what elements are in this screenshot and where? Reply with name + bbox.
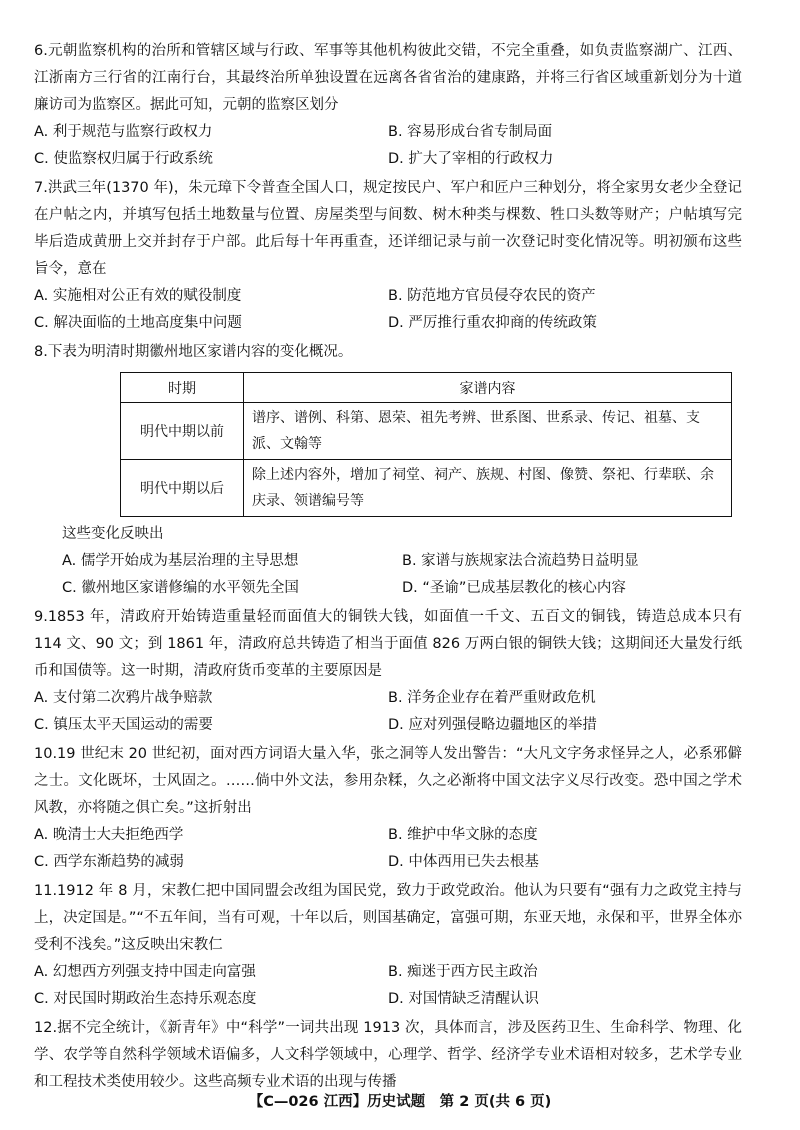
- option-a: A. 实施相对公正有效的赋役制度: [34, 288, 242, 304]
- options: [34, 822, 742, 876]
- option-c: C. 解决面临的土地高度集中问题: [34, 315, 242, 331]
- option-b: B. 家谱与族规家法合流趋势日益明显: [402, 553, 639, 569]
- option-d: D. 对国情缺乏清醒认识: [388, 991, 539, 1007]
- options: [34, 283, 742, 337]
- table-cell-period: 明代中期以后: [121, 460, 244, 517]
- table-header: 家谱内容: [244, 373, 732, 403]
- option-d: D. 中体西用已失去根基: [388, 854, 539, 870]
- option-d: D. 严厉推行重农抑商的传统政策: [388, 315, 597, 331]
- question-9: [34, 604, 742, 739]
- question-11: [34, 878, 742, 1013]
- table-cell-content: 谱序、谱例、科第、恩荣、祖先考辨、世系图、世系录、传记、祖墓、支派、文翰等: [244, 403, 732, 460]
- page-footer: 【C—026 江西】历史试题 第 2 页(共 6 页): [248, 1094, 552, 1110]
- option-a: A. 晚清士大夫拒绝西学: [34, 827, 184, 843]
- option-a: A. 利于规范与监察行政权力: [34, 124, 213, 140]
- question-stem: 10.19 世纪末 20 世纪初，面对西方词语大量入华，张之洞等人发出警告：“大凡文字务求怪异之人，必系邪僻之士。文化既坏，士风固之。……倘中外文法，参用杂糅，久之必渐将中国文法字义尽行改变。恐中国之学术风教，亦将随之俱亡矣。”这折射出: [34, 746, 742, 816]
- option-d: D. 应对列强侵略边疆地区的举措: [388, 717, 597, 733]
- question-12: [34, 1015, 742, 1096]
- option-c: C. 使监察权归属于行政系统: [34, 151, 213, 167]
- question-10: [34, 741, 742, 876]
- question-stem: 6.元朝监察机构的治所和管辖区域与行政、军事等其他机构彼此交错，不完全重叠，如负责监察湖广、江西、江浙南方三行省的江南行台，其最终治所单独设置在远离各省省治的建康路，并将三行省区域重新划分为十道廉访司为监察区。据此可知，元朝的监察区划分: [34, 43, 742, 113]
- table-header-row: [121, 373, 732, 403]
- question-stem: 8.下表为明清时期徽州地区家谱内容的变化概况。: [34, 344, 353, 360]
- option-c: C. 对民国时期政治生态持乐观态度: [34, 991, 257, 1007]
- options: [34, 548, 742, 602]
- question-6: [34, 38, 742, 173]
- table-header: 时期: [121, 373, 244, 403]
- question-stem: 9.1853 年，清政府开始铸造重量轻而面值大的铜铁大钱，如面值一千文、五百文的铜钱，铸造总成本只有 114 文、90 文；到 1861 年，清政府总共铸造了相当于面值 826 万两白银的铜铁大钱；这期间还大量发行纸币和国债等。这一时期，清政府货币变革的主要原因是: [34, 609, 742, 679]
- options: [34, 685, 742, 739]
- question-prompt: 这些变化反映出: [62, 526, 164, 542]
- genealogy-table: [120, 372, 732, 517]
- question-stem: 11.1912 年 8 月，宋教仁把中国同盟会改组为国民党，致力于政党政治。他认为只要有“强有力之政党主持与上，决定国是。”“不五年间，当有可观，十年以后，则国基确定，富强可期，东亚天地，永保和平，世界全体亦受利不浅矣。”这反映出宋教仁: [34, 883, 742, 953]
- option-c: C. 镇压太平天国运动的需要: [34, 717, 213, 733]
- option-b: B. 容易形成台省专制局面: [388, 124, 553, 140]
- option-c: C. 西学东渐趋势的减弱: [34, 854, 184, 870]
- options: [34, 119, 742, 173]
- option-d: D. 扩大了宰相的行政权力: [388, 151, 554, 167]
- option-c: C. 徽州地区家谱修编的水平领先全国: [62, 580, 299, 596]
- table-cell-period: 明代中期以前: [121, 403, 244, 460]
- option-b: B. 洋务企业存在着严重财政危机: [388, 690, 596, 706]
- option-a: A. 儒学开始成为基层治理的主导思想: [62, 553, 299, 569]
- question-7: [34, 175, 742, 337]
- option-a: A. 支付第二次鸦片战争赔款: [34, 690, 213, 706]
- question-stem: 7.洪武三年(1370 年)，朱元璋下令普查全国人口，规定按民户、军户和匠户三种划分，将全家男女老少全登记在户帖之内，并填写包括土地数量与位置、房屋类型与间数、树木种类与棵数、牲口头数等财产；户帖填写完毕后造成黄册上交并封存于户部。此后每十年再重查，还详细记录与前一次登记时变化情况等。明初颁布这些旨令，意在: [34, 180, 742, 277]
- table-row: [121, 460, 732, 517]
- question-8: [34, 339, 742, 602]
- table-row: [121, 403, 732, 460]
- options: [34, 959, 742, 1013]
- option-d: D. “圣谕”已成基层教化的核心内容: [402, 580, 626, 596]
- option-b: B. 维护中华文脉的态度: [388, 827, 538, 843]
- table-cell-content: 除上述内容外，增加了祠堂、祠产、族规、村图、像赞、祭祀、行辈联、余庆录、领谱编号等: [244, 460, 732, 517]
- option-b: B. 痴迷于西方民主政治: [388, 964, 538, 980]
- option-a: A. 幻想西方列强支持中国走向富强: [34, 964, 256, 980]
- question-stem: 12.据不完全统计，《新青年》中“科学”一词共出现 1913 次，具体而言，涉及医药卫生、生命科学、物理、化学、农学等自然科学领域术语偏多，人文科学领域中，心理学、哲学、经济学专业术语相对较多，艺术学专业和工程技术类使用较少。这些高频专业术语的出现与传播: [34, 1020, 742, 1090]
- option-b: B. 防范地方官员侵夺农民的资产: [388, 288, 596, 304]
